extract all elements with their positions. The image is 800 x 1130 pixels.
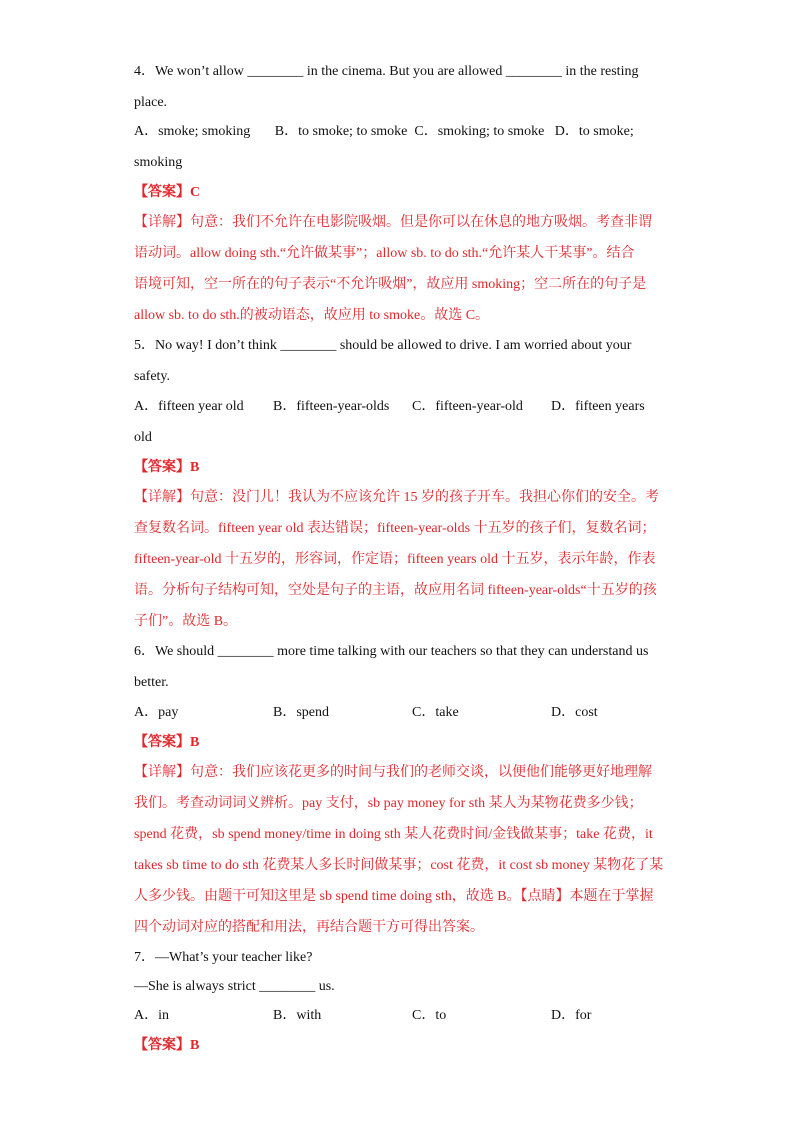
q5-stem-line-1: 5．No way! I don’t think ________ should be allowed to drive. I am worried about your [134, 338, 632, 353]
q7-option-b: B．with [273, 1008, 322, 1023]
q4-explain-line-3: 语境可知，空一所在的句子表示“不允许吸烟”，故应用 smoking；空二所在的句子是 [134, 277, 647, 292]
q5-option-d: D．fifteen years [551, 399, 645, 414]
q4-explain-line-1: 【详解】句意：我们不允许在电影院吸烟。但是你可以在休息的地方吸烟。考查非谓 [134, 215, 652, 230]
q4-explain-line-2: 语动词。allow doing sth.“允许做某事”；allow sb. to do sth.“允许某人干某事”。结合 [134, 246, 635, 261]
q5-option-a: A．fifteen year old [134, 399, 244, 414]
q7-stem-line-1: 7．—What’s your teacher like? [134, 950, 313, 965]
q5-option-c: C．fifteen-year-old [412, 399, 523, 414]
q6-explain-line-5: 人多少钱。由题干可知这里是 sb spend time doing sth，故选 B。【点睛】本题在于掌握 [134, 889, 654, 904]
q5-options-cont: old [134, 430, 152, 445]
q7-option-a: A．in [134, 1008, 169, 1023]
q5-explain-line-3: fifteen-year-old 十五岁的，形容词，作定语；fifteen years old 十五岁，表示年龄，作表 [134, 552, 656, 567]
q6-explain-line-2: 我们。考查动词词义辨析。pay 支付，sb pay money for sth 某人为某物花费多少钱； [134, 796, 643, 811]
q6-option-d: D．cost [551, 705, 598, 720]
q7-stem-line-2: —She is always strict ________ us. [134, 979, 335, 994]
q4-options: A．smoke; smoking B．to smoke; to smoke C．smoking; to smoke D．to smoke; [134, 124, 634, 139]
q4-answer: 【答案】C [134, 185, 201, 200]
q5-explain-line-4: 语。分析句子结构可知，空处是句子的主语，故应用名词 fifteen-year-olds“十五岁的孩 [134, 583, 657, 598]
q5-explain-line-1: 【详解】句意：没门儿！我认为不应该允许 15 岁的孩子开车。我担心你们的安全。考 [134, 490, 659, 505]
q6-explain-line-4: takes sb time to do sth 花费某人多长时间做某事；cost 花费，it cost sb money 某物花了某 [134, 858, 664, 873]
q4-options-cont: smoking [134, 155, 183, 170]
q5-stem-line-2: safety. [134, 369, 171, 384]
q5-explain-line-2: 查复数名词。fifteen year old 表达错误；fifteen-year-olds 十五岁的孩子们，复数名词； [134, 521, 656, 536]
q6-stem-line-2: better. [134, 675, 169, 690]
q6-option-c: C．take [412, 705, 459, 720]
q6-explain-line-3: spend 花费，sb spend money/time in doing sth 某人花费时间/金钱做某事；take 花费，it [134, 827, 653, 842]
q6-option-a: A．pay [134, 705, 179, 720]
q6-stem-line-1: 6．We should ________ more time talking with our teachers so that they can understand us [134, 644, 649, 659]
q5-explain-line-5: 子们”。故选 B。 [134, 614, 238, 629]
q6-option-b: B．spend [273, 705, 329, 720]
q7-option-d: D．for [551, 1008, 592, 1023]
q4-stem-line-2: place. [134, 95, 168, 110]
q4-stem-line-1: 4．We won’t allow ________ in the cinema. But you are allowed ________ in the resting [134, 64, 639, 79]
q5-answer: 【答案】B [134, 460, 200, 475]
q7-option-c: C．to [412, 1008, 447, 1023]
q6-answer: 【答案】B [134, 735, 200, 750]
q6-explain-line-1: 【详解】句意：我们应该花更多的时间与我们的老师交谈，以便他们能够更好地理解 [134, 765, 652, 780]
q7-answer: 【答案】B [134, 1038, 200, 1053]
q6-explain-line-6: 四个动词对应的搭配和用法，再结合题干方可得出答案。 [134, 920, 484, 935]
q4-explain-line-4: allow sb. to do sth.的被动语态，故应用 to smoke。故选 C。 [134, 308, 490, 323]
q5-option-b: B．fifteen-year-olds [273, 399, 390, 414]
